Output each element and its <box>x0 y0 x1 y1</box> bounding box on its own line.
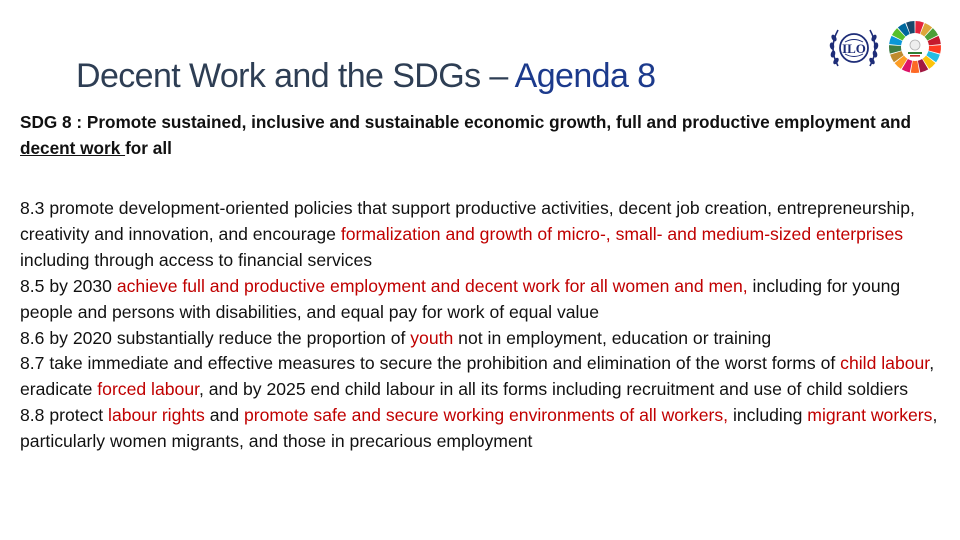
title-main: Decent Work and the SDGs – <box>76 57 515 95</box>
sdg8-targets-list <box>20 196 955 455</box>
highlighted-text: child labour <box>840 353 930 374</box>
highlighted-text: youth <box>410 327 454 348</box>
heading-text-end: for all <box>125 138 172 158</box>
target-item <box>20 196 955 274</box>
ilo-logo <box>826 22 882 72</box>
sdg-wheel-segment <box>911 61 920 73</box>
target-text: 8.7 take immediate and effective measures to secure the prohibition and elimination of the worst forms of <box>20 353 841 374</box>
target-text: , particularly women migrants, and those in precarious employment <box>20 405 938 452</box>
title-accent: Agenda 8 <box>514 57 656 95</box>
ilo-logo-text: ILO <box>842 41 866 56</box>
target-text: including through access to financial services <box>20 249 373 270</box>
target-text: and <box>204 405 244 426</box>
highlighted-text: labour rights <box>108 405 205 426</box>
highlighted-text: formalization and growth of micro-, small- and medium-sized enterprises <box>340 223 904 244</box>
target-item <box>20 403 955 455</box>
target-text: 8.5 by 2030 <box>20 275 117 296</box>
target-text: 8.3 promote development-oriented policies that support productive activities, decent job creation, entrepreneurship, creativity and innovation, and encourage <box>20 198 915 244</box>
highlighted-text: promote safe and secure working environments of all workers, <box>244 405 729 426</box>
target-item <box>20 351 955 403</box>
highlighted-text: migrant workers <box>807 405 933 426</box>
sdg8-heading <box>20 109 950 161</box>
heading-decent-work-underlined: decent work <box>20 138 126 158</box>
target-text: including for young people and persons with disabilities, and equal pay for work of equal value <box>20 275 901 322</box>
target-text: including <box>728 405 808 426</box>
heading-text-start: SDG 8 : Promote sustained, inclusive and sustainable economic growth, full and productive employment and <box>20 112 912 132</box>
target-text: , and by 2025 end child labour in all its forms including recruitment and use of child soldiers <box>199 379 909 400</box>
target-item <box>20 326 955 352</box>
target-text: 8.8 protect <box>20 405 109 426</box>
slide-title <box>76 54 655 98</box>
target-item <box>20 274 955 326</box>
highlighted-text: achieve full and productive employment and decent work for all women and men, <box>116 275 748 296</box>
sdg-wheel-icon <box>888 20 942 74</box>
target-text: not in employment, education or training <box>453 327 772 348</box>
highlighted-text: forced labour <box>97 379 199 400</box>
target-text: , eradicate <box>20 353 935 400</box>
target-text: 8.6 by 2020 substantially reduce the proportion of <box>20 327 411 348</box>
